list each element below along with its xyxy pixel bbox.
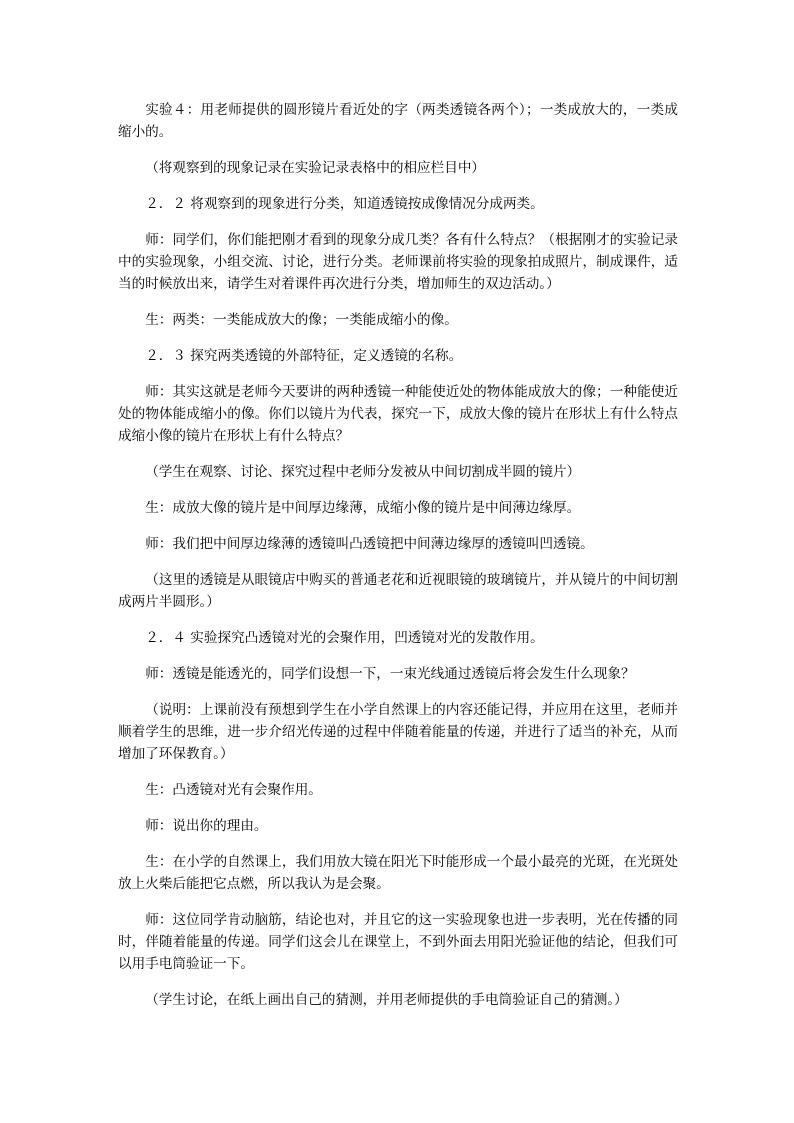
paragraph-teacher-reason: 师：说出你的理由。	[145, 818, 268, 834]
paragraph-student-observation-note: （学生在观察、讨论、探究过程中老师分发被从中间切割成半圆的镜片）	[145, 464, 581, 480]
paragraph-section-2-4: ２．４ 实验探究凸透镜对光的会聚作用，凹透镜对光的发散作用。	[145, 630, 544, 646]
paragraph-explanation-note: （说明：上课前没有预想到学生在小学自然课上的内容还能记得，并应用在这里，老师并顺着学生的思维，进一步介绍光传递的过程中伴随着能量的传递，并进行了适当的补充，从而增加了环保教育。）	[118, 702, 678, 762]
paragraph-student-lens-shape: 生：成放大像的镜片是中间厚边缘薄，成缩小像的镜片是中间薄边缘厚。	[145, 500, 581, 516]
document-body	[118, 99, 678, 1025]
paragraph-teacher-question: 师：同学们，你们能把刚才看到的现象分成几类？各有什么特点？（根据刚才的实验记录中的实验现象，小组交流、讨论，进行分类。老师课前将实验的现象拍成照片，制成课件，适当的时候放出来，请学生对着课件再次进行分类，增加师生的双边活动。）	[118, 232, 678, 292]
paragraph-teacher-lens-types: 师：其实这就是老师今天要讲的两种透镜一种能使近处的物体能成放大的像；一种能使近处的物体能成缩小的像。你们以镜片为代表，探究一下，成放大像的镜片在形状上有什么特点成缩小像的镜片在形状上有什么特点？	[118, 384, 678, 444]
paragraph-record-note: （将观察到的现象记录在实验记录表格中的相应栏目中）	[145, 160, 486, 176]
paragraph-student-discussion: （学生讨论，在纸上画出自己的猜测，并用老师提供的手电筒验证自己的猜测。）	[145, 992, 628, 1008]
paragraph-student-reason: 生：在小学的自然课上，我们用放大镜在阳光下时能形成一个最小最亮的光斑，在光斑处放上火柴后能把它点燃，所以我认为是会聚。	[118, 854, 678, 892]
paragraph-teacher-light-question: 师：透镜是能透光的，同学们设想一下，一束光线通过透镜后将会发生什么现象？	[145, 666, 635, 682]
paragraph-teacher-praise: 师：这位同学肯动脑筋，结论也对，并且它的这一实验现象也进一步表明，光在传播的同时，伴随着能量的传递。同学们这会儿在课堂上，不到外面去用阳光验证他的结论，但我们可以用手电筒验证一下。	[118, 912, 678, 972]
paragraph-student-answer: 生：两类：一类能成放大的像；一类能成缩小的像。	[145, 312, 458, 328]
paragraph-section-2-2: ２．２ 将观察到的现象进行分类，知道透镜按成像情况分成两类。	[145, 196, 544, 212]
paragraph-experiment-4: 实验４：用老师提供的圆形镜片看近处的字（两类透镜各两个）；一类成放大的，一类成缩小的。	[118, 102, 678, 140]
paragraph-student-convex: 生：凸透镜对光有会聚作用。	[145, 782, 322, 798]
paragraph-teacher-definition: 师：我们把中间厚边缘薄的透镜叫凸透镜把中间薄边缘厚的透镜叫凹透镜。	[145, 536, 594, 552]
paragraph-section-2-3: ２．３ 探究两类透镜的外部特征，定义透镜的名称。	[145, 348, 463, 364]
paragraph-lens-source-note: （这里的透镜是从眼镜店中购买的普通老花和近视眼镜的玻璃镜片，并从镜片的中间切割成两片半圆形。）	[118, 572, 678, 610]
